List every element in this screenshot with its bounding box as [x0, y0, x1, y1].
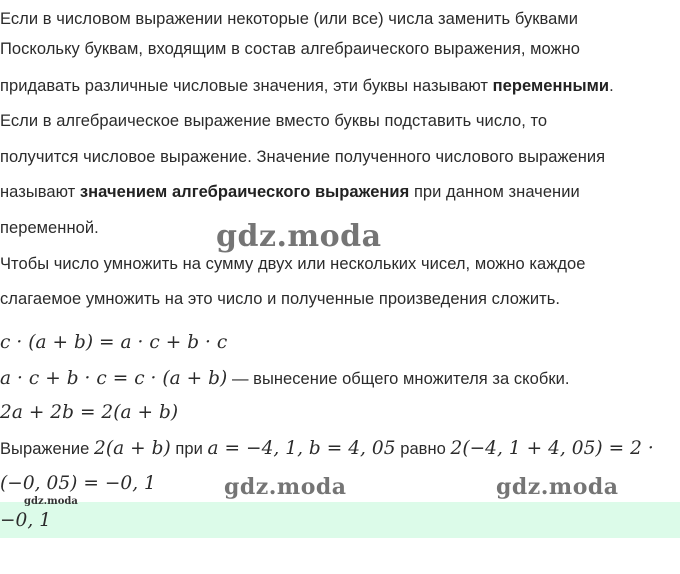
- text: равно: [395, 440, 451, 458]
- answer-value: −0, 1: [0, 510, 52, 531]
- formula: 2(−4, 1 + 4, 05) = 2 ·: [450, 438, 654, 459]
- paragraph3-line2: слагаемое умножить на это число и полученные произведения сложить.: [0, 290, 561, 308]
- text: при данном значении: [409, 183, 580, 201]
- paragraph1-line2: Поскольку буквам, входящим в состав алгебраического выражения, можно: [0, 40, 581, 58]
- formula: a · c + b · c = c · (a + b): [0, 368, 228, 389]
- paragraph2-line2: получится числовое выражение. Значение полученного числового выражения: [0, 148, 606, 166]
- term-expression-value: значением алгебраического выражения: [79, 183, 410, 201]
- formula-factoring: [0, 369, 570, 389]
- example-line1: [0, 439, 654, 459]
- text: называют: [0, 183, 80, 201]
- text: .: [609, 77, 614, 95]
- paragraph1-line3: [0, 76, 614, 96]
- answer-highlight: [0, 502, 680, 538]
- example-line2: (−0, 05) = −0, 1: [0, 473, 156, 494]
- text: при: [170, 440, 208, 458]
- paragraph1-line1: Если в числовом выражении некоторые (или все) числа заменить буквами: [0, 10, 579, 28]
- formula-example: 2a + 2b = 2(a + b): [0, 402, 179, 423]
- formula: 2(a + b): [94, 438, 171, 459]
- paragraph3-line1: Чтобы число умножить на сумму двух или нескольких чисел, можно каждое: [0, 255, 586, 273]
- formula-distributive: c · (a + b) = a · c + b · c: [0, 332, 228, 353]
- text: Выражение: [0, 440, 95, 458]
- watermark-logo: gdz.moda: [216, 219, 382, 254]
- watermark-small: gdz.moda: [24, 496, 78, 507]
- paragraph2-line4: переменной.: [0, 219, 99, 237]
- formula: a = −4, 1, b = 4, 05: [207, 438, 396, 459]
- watermark-logo: gdz.moda: [224, 474, 347, 500]
- paragraph2-line1: Если в алгебраическое выражение вместо буквы подставить число, то: [0, 112, 548, 130]
- text: придавать различные числовые значения, эти буквы называют: [0, 77, 493, 95]
- term-variables: переменными: [492, 77, 610, 95]
- paragraph2-line3: [0, 182, 580, 202]
- text: — вынесение общего множителя за скобки.: [227, 370, 570, 388]
- watermark-logo: gdz.moda: [496, 474, 619, 500]
